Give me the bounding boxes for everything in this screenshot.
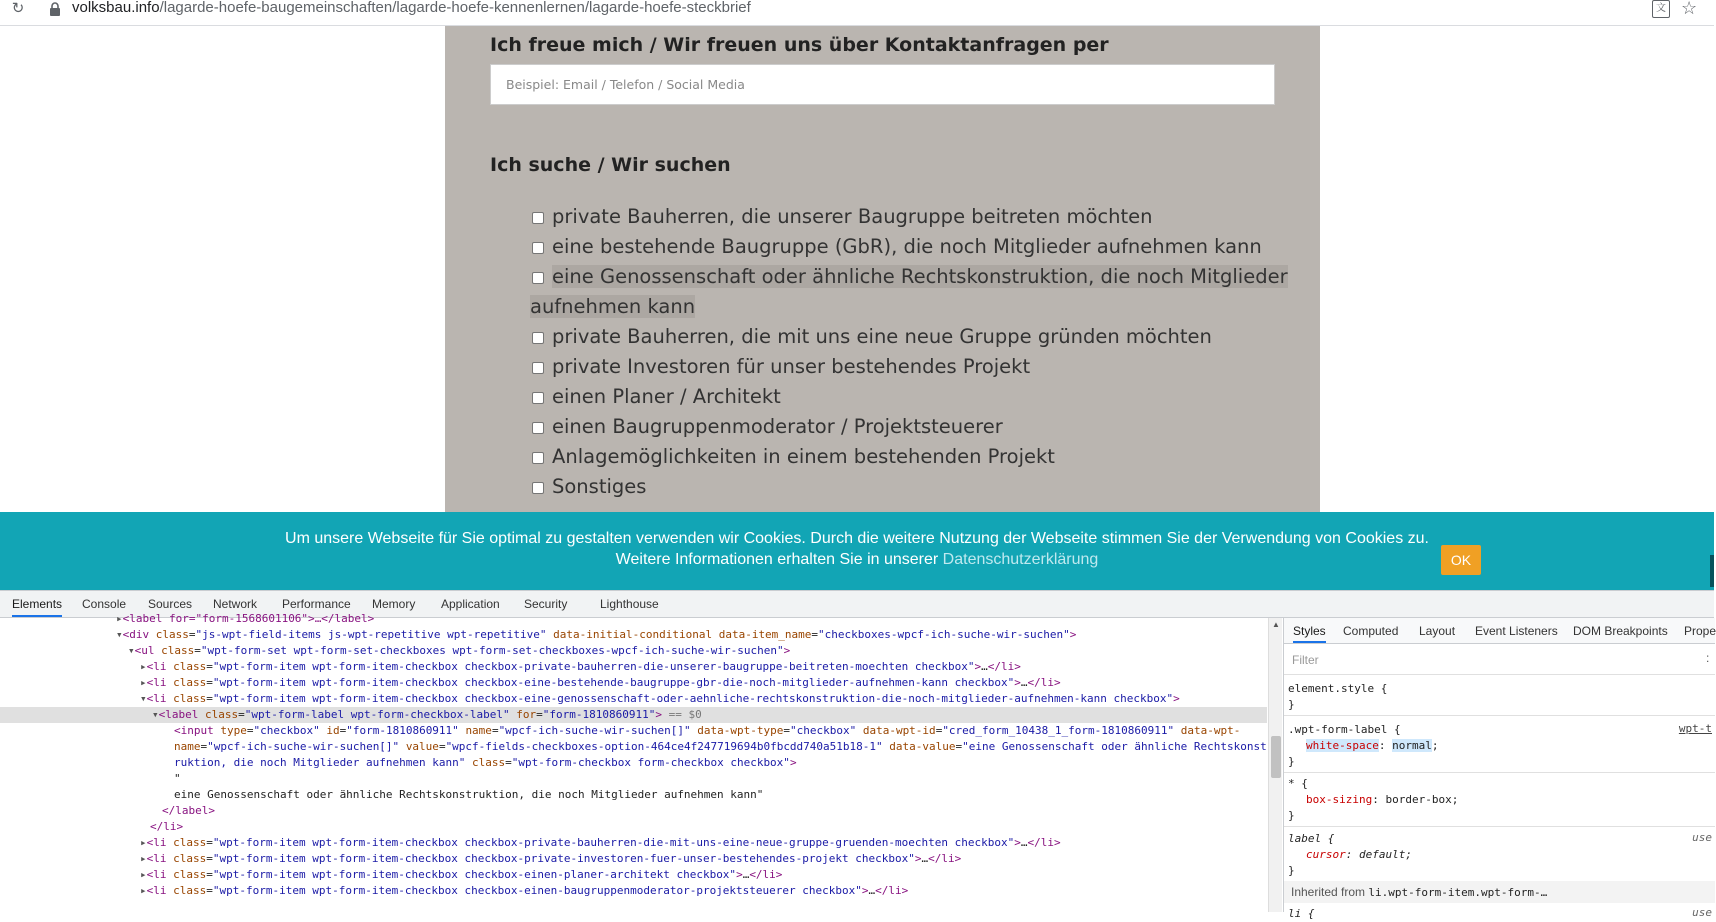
dom-node[interactable]: ▸<li class="wpt-form-item wpt-form-item-checkbox checkbox-private-investoren-fuer-unser-bestehendes-projekt checkbox">…</li>: [140, 852, 962, 865]
tab-lighthouse[interactable]: Lighthouse: [600, 597, 659, 611]
elements-scrollbar[interactable]: [1268, 618, 1282, 912]
tab-memory[interactable]: Memory: [372, 597, 416, 611]
dom-node[interactable]: </label>: [162, 804, 215, 817]
search-label: Ich suche / Wir suchen: [490, 154, 731, 176]
url-host: volksbau.info: [72, 0, 160, 16]
tab-elements[interactable]: Elements: [12, 591, 62, 617]
rule-source-label: use: [1692, 906, 1712, 919]
divider: [1284, 826, 1715, 827]
privacy-link[interactable]: Datenschutzerklärung: [942, 551, 1099, 568]
scroll-up-icon[interactable]: ▲: [1272, 620, 1280, 629]
checkbox-item[interactable]: [530, 412, 1290, 442]
dom-node[interactable]: ▸<li class="wpt-form-item wpt-form-item-checkbox checkbox-einen-planer-architekt checkbox">…</li>: [140, 868, 783, 881]
dom-node[interactable]: ▸<li class="wpt-form-item wpt-form-item-checkbox checkbox-private-bauherren-die-mit-uns-eine-neue-gruppe-gruenden-moechten checkbox">…</li>: [140, 836, 1061, 849]
checkbox-item[interactable]: [530, 382, 1290, 412]
rule-brace: }: [1288, 809, 1295, 822]
cookie-line-1: Um unsere Webseite für Sie optimal zu gestalten verwenden wir Cookies. Durch die weitere Nutzung der Webseite stimmen Sie der Verwendung von Cookies zu.: [285, 530, 1429, 547]
checkbox[interactable]: [532, 212, 544, 224]
rule-source-link[interactable]: wpt-t: [1678, 722, 1712, 735]
checkbox-item[interactable]: [530, 442, 1290, 472]
checkbox-item[interactable]: [530, 352, 1290, 382]
form-panel: [445, 26, 1320, 512]
dom-node[interactable]: ▸<li class="wpt-form-item wpt-form-item-checkbox checkbox-eine-bestehende-baugruppe-gbr-die-noch-mitglieder-aufnehmen-kann checkbox">…</li>: [140, 676, 1061, 689]
styles-pane: [1283, 618, 1716, 920]
tab-performance[interactable]: Performance: [282, 597, 351, 611]
dom-node-selected[interactable]: ▾<label class="wpt-form-label wpt-form-checkbox-label" for="form-1810860911"> == $0: [0, 707, 1267, 723]
checkbox-label[interactable]: Anlagemöglichkeiten in einem bestehenden Projekt: [552, 445, 1055, 468]
rule-brace: }: [1288, 698, 1295, 711]
url-path: /lagarde-hoefe-baugemeinschaften/lagarde-hoefe-kennenlernen/lagarde-hoefe-steckbrief: [159, 0, 751, 16]
inherited-label: Inherited from: [1291, 885, 1366, 899]
tab-layout[interactable]: Layout: [1419, 624, 1456, 638]
tab-dom-breakpoints[interactable]: DOM Breakpoints: [1573, 624, 1668, 638]
tab-computed[interactable]: Computed: [1343, 624, 1399, 638]
rule-source-label: use: [1692, 831, 1712, 844]
dom-node[interactable]: ▸<label for="form-1568601106">…</label>: [116, 612, 375, 625]
checkbox[interactable]: [532, 362, 544, 374]
cookie-banner: [0, 512, 1714, 590]
checkbox[interactable]: [532, 272, 544, 284]
lock-icon[interactable]: [48, 1, 62, 17]
divider: [1284, 715, 1715, 716]
checkbox[interactable]: [532, 422, 544, 434]
rule-selector[interactable]: label {: [1288, 832, 1335, 845]
checkbox[interactable]: [532, 392, 544, 404]
contact-input[interactable]: Beispiel: Email / Telefon / Social Media: [490, 64, 1275, 105]
page-content: [0, 26, 1714, 512]
page-scrollbar-thumb[interactable]: [1710, 555, 1714, 587]
checkbox-label[interactable]: Sonstiges: [552, 475, 647, 498]
inherited-selector-link[interactable]: li.wpt-form-item.wpt-form-…: [1368, 886, 1548, 899]
divider: [1284, 772, 1715, 773]
checkbox-list: [530, 202, 1290, 502]
dom-text-node[interactable]: ": [174, 772, 181, 785]
property-value[interactable]: border-box;: [1385, 793, 1459, 806]
tab-styles[interactable]: Styles: [1293, 618, 1326, 643]
checkbox-label[interactable]: eine Genossenschaft oder ähnliche Rechtskonstruktion, die noch Mitglieder aufnehmen kann: [530, 265, 1288, 318]
property-name[interactable]: cursor: [1306, 848, 1346, 861]
tab-properties[interactable]: Prope: [1684, 624, 1716, 638]
dom-node[interactable]: ▸<li class="wpt-form-item wpt-form-item-checkbox checkbox-einen-baugruppenmoderator-projektsteuerer checkbox">…</li>: [140, 884, 909, 897]
element-style-selector[interactable]: element.style {: [1288, 682, 1388, 695]
dom-text-node[interactable]: eine Genossenschaft oder ähnliche Rechtskonstruktion, die noch Mitglieder aufnehmen kann": [174, 788, 764, 801]
checkbox-label[interactable]: eine bestehende Baugruppe (GbR), die noch Mitglieder aufnehmen kann: [552, 235, 1262, 258]
rule-brace: }: [1288, 864, 1295, 877]
bookmark-star-icon[interactable]: ☆: [1681, 0, 1698, 18]
rule-declaration[interactable]: white-space: normal;: [1306, 739, 1439, 752]
checkbox-item[interactable]: [530, 472, 1290, 502]
tab-security[interactable]: Security: [524, 597, 568, 611]
checkbox-label[interactable]: private Bauherren, die mit uns eine neue Gruppe gründen möchten: [552, 325, 1212, 348]
rule-declaration[interactable]: cursor: default;: [1306, 848, 1412, 861]
property-value[interactable]: default;: [1359, 848, 1412, 861]
checkbox-label[interactable]: private Investoren für unser bestehendes Projekt: [552, 355, 1031, 378]
checkbox-item[interactable]: [530, 232, 1290, 262]
translate-icon[interactable]: 文: [1652, 0, 1670, 18]
dom-node[interactable]: ▾<ul class="wpt-form-set wpt-form-set-checkboxes wpt-form-set-checkboxes-wpcf-ich-suche-wir-suchen">: [128, 644, 791, 657]
styles-filter-input[interactable]: Filter: [1292, 653, 1319, 667]
reload-icon[interactable]: ↻: [11, 0, 25, 17]
dom-node[interactable]: ▸<li class="wpt-form-item wpt-form-item-checkbox checkbox-private-bauherren-die-unserer-baugruppe-beitreten-moechten checkbox">…</li>: [140, 660, 1021, 673]
hover-state-toggle[interactable]: :: [1706, 651, 1710, 665]
tab-sources[interactable]: Sources: [148, 597, 193, 611]
contact-label: Ich freue mich / Wir freuen uns über Kontaktanfragen per: [490, 34, 1109, 56]
cookie-ok-button[interactable]: OK: [1441, 545, 1481, 575]
styles-tabbar: [1284, 618, 1715, 644]
tab-application[interactable]: Application: [441, 597, 500, 611]
tab-network[interactable]: Network: [213, 597, 258, 611]
checkbox[interactable]: [532, 242, 544, 254]
dom-node[interactable]: ▾<div class="js-wpt-field-items js-wpt-repetitive wpt-repetitive" data-initial-conditional data-item_name="checkboxes-wpcf-ich-suche-wir-suchen">: [116, 628, 1077, 641]
rule-selector[interactable]: .wpt-form-label {: [1288, 723, 1401, 736]
checkbox-item[interactable]: [530, 322, 1290, 352]
property-value[interactable]: normal: [1392, 739, 1432, 752]
checkbox-label[interactable]: private Bauherren, die unserer Baugruppe beitreten möchten: [552, 205, 1153, 228]
property-name[interactable]: white-space: [1306, 739, 1379, 752]
checkbox[interactable]: [532, 452, 544, 464]
elements-tree: [0, 612, 1267, 912]
rule-selector[interactable]: li {: [1288, 907, 1315, 920]
address-bar: [0, 0, 1714, 26]
elements-scroll-thumb[interactable]: [1271, 736, 1281, 778]
url-field[interactable]: [72, 0, 751, 18]
property-name[interactable]: box-sizing: [1306, 793, 1373, 806]
tab-event-listeners[interactable]: Event Listeners: [1475, 624, 1558, 638]
dom-node[interactable]: ▾<li class="wpt-form-item wpt-form-item-checkbox checkbox-eine-genossenschaft-oder-aehnliche-rechtskonstruktion-die-noch-mitglieder-aufnehmen-kann checkbox">: [140, 692, 1180, 705]
checkbox-item[interactable]: [530, 202, 1290, 232]
checkbox-item-highlighted[interactable]: [530, 262, 1290, 322]
inherited-from-header: [1284, 881, 1715, 903]
dom-node-continued[interactable]: ruktion, die noch Mitglieder aufnehmen kann" class="wpt-form-checkbox form-checkbox checkbox">: [174, 756, 797, 769]
dom-node-continued[interactable]: name="wpcf-ich-suche-wir-suchen[]" value="wpcf-fields-checkboxes-option-464ce4f247719694b0fbcdd740a51b18-1" data-value="eine Genossenschaft oder ähnliche Rechtskonst: [174, 740, 1267, 753]
dom-node[interactable]: <input type="checkbox" id="form-1810860911" name="wpcf-ich-suche-wir-suchen[]" data-wpt-type="checkbox" data-wpt-id="cred_form_10438_1_form-1810860911" data-wpt-: [174, 724, 1241, 737]
rule-selector[interactable]: * {: [1288, 777, 1308, 790]
checkbox-label[interactable]: einen Baugruppenmoderator / Projektsteuerer: [552, 415, 1003, 438]
checkbox-label[interactable]: einen Planer / Architekt: [552, 385, 781, 408]
rule-declaration[interactable]: box-sizing: border-box;: [1306, 793, 1459, 806]
dom-node[interactable]: </li>: [150, 820, 184, 833]
devtools-panel: [0, 590, 1716, 920]
tab-console[interactable]: Console: [82, 597, 127, 611]
checkbox[interactable]: [532, 332, 544, 344]
cookie-line-2-text: Weitere Informationen erhalten Sie in unserer: [615, 551, 939, 568]
divider: [1284, 674, 1715, 675]
checkbox[interactable]: [532, 482, 544, 494]
rule-brace: }: [1288, 755, 1295, 768]
